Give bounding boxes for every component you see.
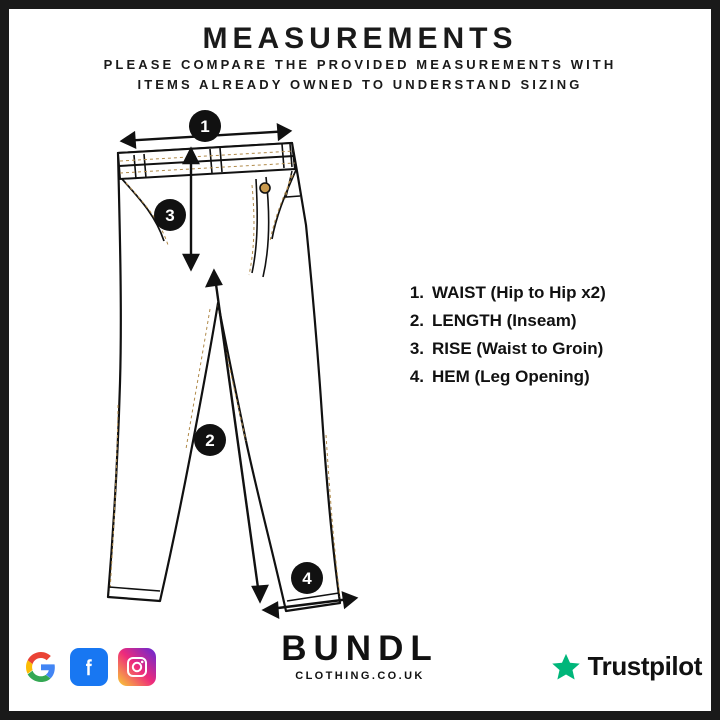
marker-3 xyxy=(154,199,186,231)
jeans-button xyxy=(260,183,270,193)
marker-3-label: 3 xyxy=(165,206,175,225)
trustpilot-star-icon xyxy=(551,652,581,682)
marker-1-label: 1 xyxy=(200,117,210,136)
legend-label-1: WAIST (Hip to Hip x2) xyxy=(432,283,606,302)
trustpilot-label: Trustpilot xyxy=(587,651,702,681)
legend-item-waist xyxy=(398,283,698,303)
legend-label-4: HEM (Leg Opening) xyxy=(432,367,590,386)
marker-2-label: 2 xyxy=(205,431,215,450)
marker-1 xyxy=(189,110,221,142)
legend-number-2: 2. xyxy=(409,311,424,330)
legend-label-2: LENGTH (Inseam) xyxy=(432,311,577,330)
subtitle-line-1: PLEASE COMPARE THE PROVIDED MEASUREMENTS WITH xyxy=(103,57,617,72)
jeans-diagram xyxy=(60,105,390,625)
legend-number-3: 3. xyxy=(409,339,424,358)
subtitle-line-2: ITEMS ALREADY OWNED TO UNDERSTAND SIZING xyxy=(137,77,583,92)
legend-number-1: 1. xyxy=(409,283,424,302)
trustpilot-logo[interactable] xyxy=(551,651,702,682)
legend-number-4: 4. xyxy=(409,367,424,386)
marker-4-label: 4 xyxy=(302,569,312,588)
legend-item-length xyxy=(398,311,698,331)
page-title: MEASUREMENTS xyxy=(202,22,518,55)
legend-label-3: RISE (Waist to Groin) xyxy=(432,339,604,358)
brand-name: BUNDL xyxy=(281,629,439,668)
marker-2 xyxy=(194,424,226,456)
marker-4 xyxy=(291,562,323,594)
measurements-legend xyxy=(398,283,698,395)
footer xyxy=(0,629,720,702)
jeans-outline xyxy=(108,143,340,611)
legend-item-hem xyxy=(398,367,698,387)
brand-domain: CLOTHING.CO.UK xyxy=(295,670,425,682)
page-subtitle xyxy=(60,55,660,95)
legend-item-rise xyxy=(398,339,698,359)
